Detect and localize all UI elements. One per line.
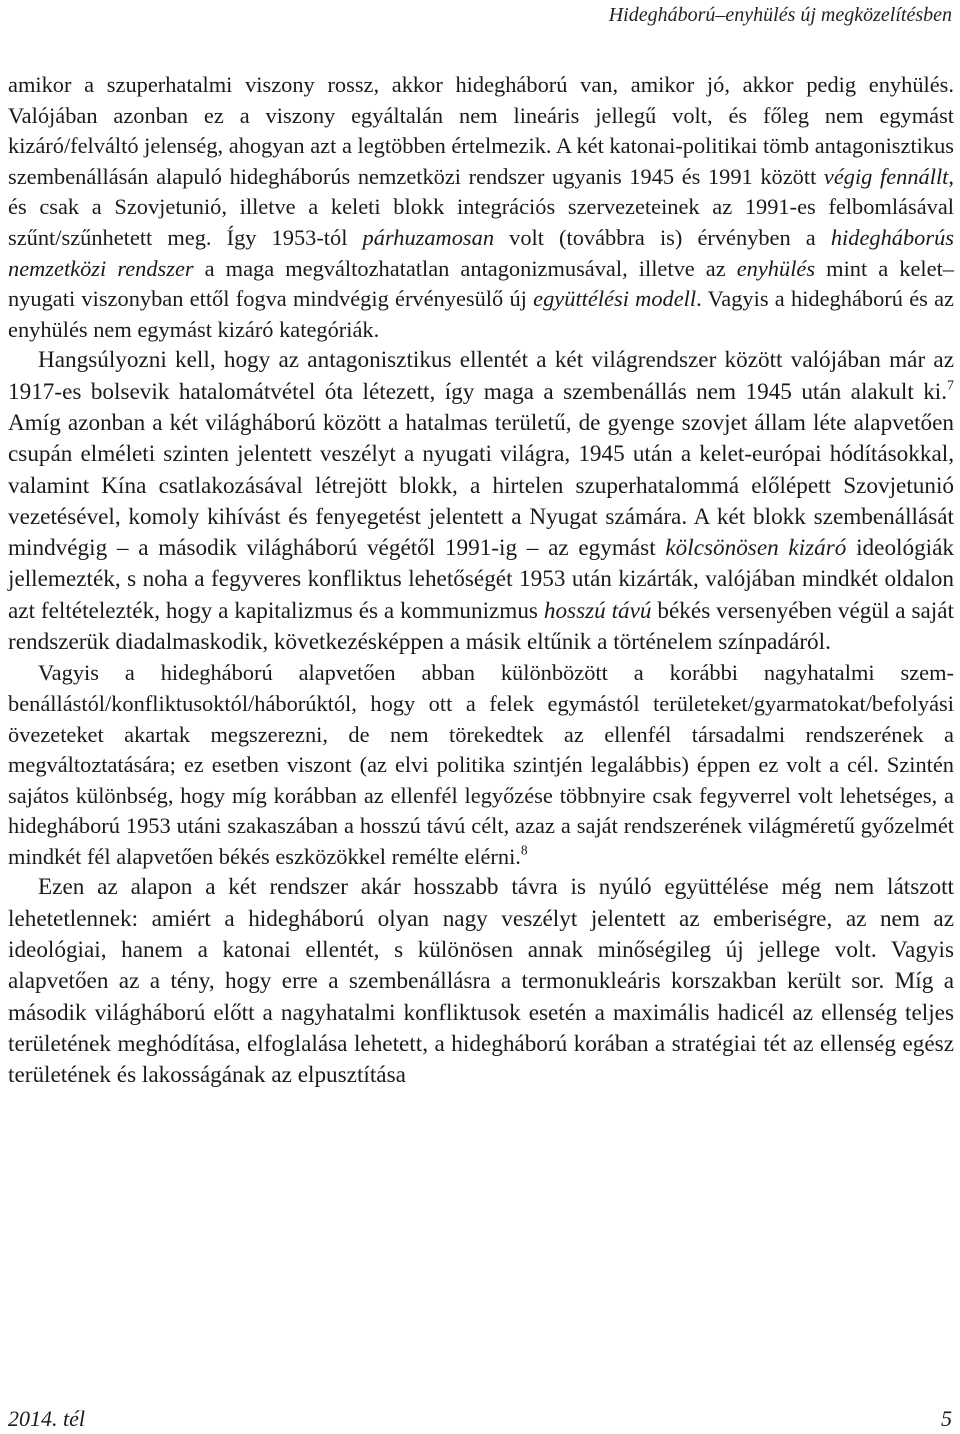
paragraph bbox=[8, 70, 954, 345]
text-run: volt (továbbra is) érvényben a bbox=[494, 224, 831, 250]
emphasis-text: enyhülés bbox=[736, 255, 816, 281]
article-body bbox=[8, 70, 954, 1092]
text-run: Vagyis a hidegháború alapvetően abban különbözött a korábbi nagyhatalmi szembenállástól/konfliktusoktól/háborúktól, hogy ott a felek egymástól területeket/gyarmatokat/befolyási övezeteket akartak megszerezni, de nem törekedtek az ellenfél társadalmi rendszerének a megváltoztatására; ez esetben viszont (az elvi politika szintjén legalábbis) éppen ez volt a cél. Szintén sajátos különbség, hogy míg korábban az ellenfél legyőzése többnyire csak fegyverrel volt lehetséges, a hidegháború 1953 utáni szakaszában a hosszú távú célt, azaz a saját rendszerének világméretű győzelmét mindkét fél alapvetően békés eszközökkel remélte elérni. bbox=[8, 660, 954, 869]
emphasis-text: együttélési modell bbox=[533, 286, 697, 312]
text-run: Hangsúlyozni kell, hogy az antagonisztikus ellentét a két világrendszer között valójában már az 1917-es bolsevik hatalomátvétel óta létezett, így maga a szembenállás nem 1945 után alakult ki. bbox=[8, 347, 954, 405]
emphasis-text: párhuzamosan bbox=[362, 224, 495, 250]
paragraph bbox=[8, 872, 954, 1091]
text-run: amikor a szuperhatalmi viszony rossz, akkor hidegháború van, amikor jó, akkor pedig enyhülés. Valójában azonban ez a viszony egyáltalán nem lineáris jellegű volt, és főleg nem egymást kizáró/felváltó jelenség, ahogyan azt a legtöbben értelmezik. A két katonai-politikai tömb antagonisztikus szembenállásán alapuló hidegháborús nemzetközi rendszer ugyanis 1945 és 1991 között bbox=[8, 72, 954, 189]
footnote-ref[interactable]: 8 bbox=[520, 842, 528, 858]
page-number: 5 bbox=[941, 1406, 952, 1431]
emphasis-text: végig fennállt bbox=[823, 163, 949, 189]
emphasis-text: kölcsönösen kizáró bbox=[665, 535, 847, 562]
emphasis-text: hidegháborús nemzetközi rendszer bbox=[8, 224, 954, 281]
issue-label: 2014. tél bbox=[8, 1406, 85, 1431]
footnote-ref[interactable]: 7 bbox=[947, 377, 954, 393]
running-header: Hidegháború–enyhülés új megközelítésben bbox=[608, 4, 952, 26]
emphasis-text: hosszú távú bbox=[543, 597, 652, 624]
text-run: Amíg azonban a két világháború között a hatalmas területű, de gyenge szovjet állam léte alapvetően csupán elméleti szinten jelentett veszélyt a nyugati világra, 1945 után a kelet-európai hódításokkal, valamint Kína csatlakozásával létrejött blokk, a hirtelen szuperhatalommá előlépett Szovjetunió vezetésével, komoly kihívást és fenyegetést jelentett a Nyugat számára. A két blokk szembenállását mindvégig – a második világháború végétől 1991-ig – az egymást bbox=[8, 409, 954, 562]
paragraph bbox=[8, 345, 954, 658]
paragraph bbox=[8, 658, 954, 872]
text-run: . Vagyis a hidegháború és az enyhülés nem egymást kizáró kategóriák. bbox=[8, 286, 954, 342]
text-run: ideológiák jellemezték, s noha a fegyveres konfliktus lehetőségét 1953 után kizárták, valójában mindkét oldalon azt feltételezték, hogy a kapitalizmus és a kommunizmus bbox=[8, 535, 954, 624]
text-run: békés versenyében végül a saját rendszerük diadalmaskodik, következésképpen a másik eltűnik a történelem színpadáról. bbox=[8, 597, 954, 656]
text-run: , és csak a Szovjetunió, illetve a keleti blokk integrációs szervezeteinek az 1991-es felbomlásával szűnt/szűnhetett meg. Így 1953-tól bbox=[8, 163, 954, 250]
text-run: Ezen az alapon a két rendszer akár hosszabb távra is nyúló együttélése még nem látszott lehetetlennek: amiért a hidegháború olyan nagy veszélyt jelentett az emberiségre, az nem az ideológiai, hanem a katonai ellentét, s különösen annak minőségileg új jellege volt. Vagyis alapvetően az a tény, hogy erre a szembenállásra a termonukleáris korszakban került sor. Míg a második világháború előtt a nagyhatalmi konfliktusok esetén a maximális hadicél az ellenség teljes területének meghódítása, elfoglalása lehetett, a hidegháború korában a stratégiai tét az ellenség egész területének és lakosságának az elpusztítása bbox=[8, 874, 954, 1089]
text-run: mint a kelet–nyugati viszonyban ettől fogva mindvégig érvényesülő új bbox=[8, 255, 954, 312]
text-run: a maga megváltozhatatlan antagonizmusával, illetve az bbox=[193, 255, 737, 281]
